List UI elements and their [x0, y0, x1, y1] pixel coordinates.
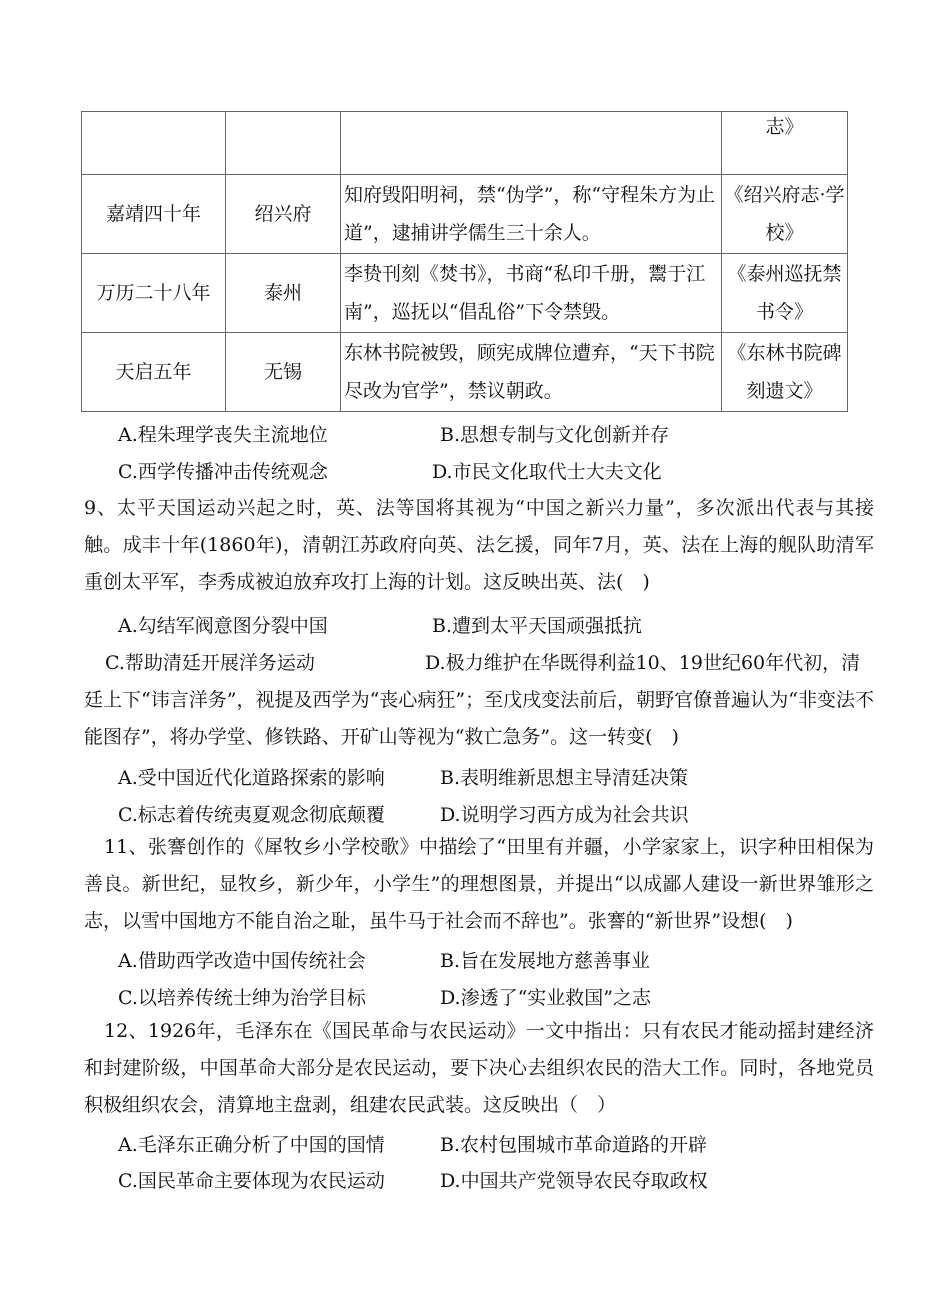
q12-stem: 12、1926年，毛泽东在《国民革命与农民运动》一文中指出：只有农民才能动摇封建经济和封建阶级，中国革命大部分是农民运动，要下决心去组织农民的浩大工作。同时，各地党员积极组织农会，清算地主盘剥，组建农民武装。这反映出（ ） — [84, 1020, 874, 1116]
cell-place: 泰州 — [226, 254, 341, 333]
q8-option-a[interactable]: A.程朱理学丧失主流地位 — [118, 424, 328, 446]
cell-time: 万历二十八年 — [82, 254, 226, 333]
q11-option-b[interactable]: B.旨在发展地方慈善事业 — [440, 950, 651, 972]
cell-source: 志》 — [722, 112, 848, 175]
cell-place — [226, 112, 341, 175]
cell-place: 无锡 — [226, 333, 341, 412]
table-row — [82, 175, 848, 254]
q9-option-d-q10-start[interactable]: D.极力维护在华既得利益10、19世纪60年代初，清 — [425, 652, 861, 674]
cell-source: 《绍兴府志·学校》 — [722, 175, 848, 254]
table-row — [82, 254, 848, 333]
table-row — [82, 333, 848, 412]
table-row — [82, 112, 848, 175]
q11-option-c[interactable]: C.以培养传统士绅为治学目标 — [118, 987, 366, 1009]
cell-event — [341, 112, 722, 175]
q9-option-b[interactable]: B.遭到太平天国顽强抵抗 — [432, 615, 643, 637]
cell-place: 绍兴府 — [226, 175, 341, 254]
history-table — [81, 111, 848, 412]
cell-event: 知府毁阳明祠，禁“伪学”，称“守程朱方为止道”，逮捕讲学儒生三十余人。 — [341, 175, 722, 254]
cell-event: 李贽刊刻《焚书》，书商“私印千册，鬻于江南”，巡抚以“倡乱俗”下令禁毁。 — [341, 254, 722, 333]
q9-option-a[interactable]: A.勾结军阀意图分裂中国 — [118, 615, 328, 637]
q10-option-c[interactable]: C.标志着传统夷夏观念彻底颠覆 — [118, 804, 385, 826]
q8-option-d[interactable]: D.市民文化取代士大夫文化 — [432, 461, 662, 483]
q10-option-a[interactable]: A.受中国近代化道路探索的影响 — [118, 767, 385, 789]
cell-time: 天启五年 — [82, 333, 226, 412]
q11-option-d[interactable]: D.渗透了“实业救国”之志 — [440, 987, 652, 1009]
q12-option-b[interactable]: B.农村包围城市革命道路的开辟 — [440, 1134, 708, 1156]
q9-option-c[interactable]: C.帮助清廷开展洋务运动 — [105, 652, 315, 674]
q8-option-b[interactable]: B.思想专制与文化创新并存 — [440, 424, 670, 446]
cell-source: 《泰州巡抚禁书令》 — [722, 254, 848, 333]
q8-option-c[interactable]: C.西学传播冲击传统观念 — [118, 461, 328, 483]
q11-option-a[interactable]: A.借助西学改造中国传统社会 — [118, 950, 366, 972]
q10-option-b[interactable]: B.表明维新思想主导清廷决策 — [440, 767, 689, 789]
cell-time: 嘉靖四十年 — [82, 175, 226, 254]
q9-stem: 9、太平天国运动兴起之时，英、法等国将其视为“中国之新兴力量”，多次派出代表与其接触。成丰十年(1860年)，清朝江苏政府向英、法乞援，同年7月，英、法在上海的舰队助清军重创太平军，李秀成被迫放弃攻打上海的计划。这反映出英、法( ) — [84, 497, 874, 593]
q10-option-d[interactable]: D.说明学习西方成为社会共识 — [440, 804, 689, 826]
q12-option-d[interactable]: D.中国共产党领导农民夺取政权 — [440, 1170, 708, 1192]
cell-source: 《东林书院碑刻遗文》 — [722, 333, 848, 412]
q11-stem: 11、张謇创作的《犀牧乡小学校歌》中描绘了“田里有并疆，小学家家上，识字种田相保为善良。新世纪，显牧乡，新少年，小学生”的理想图景，并提出“以成鄙人建设一新世界雏形之志，以雪中国地方不能自治之耻，虽牛马于社会而不辞也”。张謇的“新世界”设想( ) — [84, 836, 874, 932]
cell-event: 东林书院被毁，顾宪成牌位遭弃，“天下书院尽改为官学”，禁议朝政。 — [341, 333, 722, 412]
q12-option-a[interactable]: A.毛泽东正确分析了中国的国情 — [118, 1134, 385, 1156]
q12-option-c[interactable]: C.国民革命主要体现为农民运动 — [118, 1170, 385, 1192]
q10-stem: 廷上下“讳言洋务”，视提及西学为“丧心病狂”；至戊戌变法前后，朝野官僚普遍认为“非变法不能图存”，将办学堂、修铁路、开矿山等视为“救亡急务”。这一转变( ) — [84, 689, 874, 748]
cell-time — [82, 112, 226, 175]
